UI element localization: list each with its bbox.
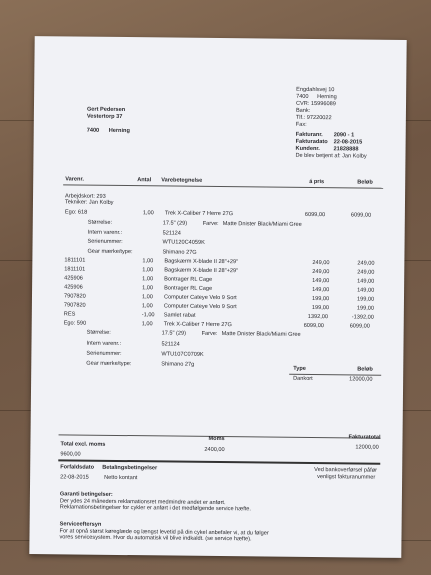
col-betegnelse: Varebetegnelse	[161, 177, 203, 184]
col-antal: Antal	[137, 177, 152, 184]
gear-value: Shimano 27g	[161, 361, 195, 368]
row-belob: 199,00	[356, 305, 375, 312]
row-antal: 1,00	[142, 258, 154, 265]
color-label: Farve:	[202, 220, 219, 228]
invoice-number-label: Fakturanr.	[295, 131, 323, 139]
row-varenr: RES	[63, 311, 76, 318]
total-excl-value: 9600,00	[60, 451, 81, 458]
intern-value: 521124	[162, 230, 181, 237]
technician: Tekniker: Jan Kolby	[64, 199, 114, 206]
customer-number: 21828888	[333, 146, 359, 153]
item-varenr: Ego: 618	[64, 209, 88, 216]
item-belob: 6099,00	[350, 212, 372, 219]
row-belob: 199,00	[356, 296, 375, 303]
row-belob: -1392,00	[351, 314, 374, 321]
intern-label: Intern varenr.:	[86, 340, 122, 347]
row-name: Bontrager RL Cage	[164, 285, 213, 292]
row-name: Computer Cateye Velo 9 Sort	[163, 303, 237, 311]
row-pris: 199,00	[311, 304, 330, 312]
bank-transfer-note-2: venligst fakturanummer	[317, 474, 376, 481]
gear-value: Shimano 27G	[162, 249, 197, 256]
intern-label: Intern varenr.:	[87, 229, 123, 236]
payment-type: Dankort	[293, 375, 313, 382]
row-antal: 1,00	[142, 276, 154, 283]
customer-postal: 7400	[86, 127, 100, 134]
bank-transfer-note: Ved bankoverførsel påfør	[314, 467, 378, 474]
item-pris: 6099,00	[304, 211, 326, 219]
seller-city: Herning	[317, 94, 337, 101]
gear-label: Gear mærke/type:	[87, 248, 133, 256]
payment-amount: 12000,00	[349, 376, 373, 383]
header-rule	[63, 184, 383, 188]
row-pris: 199,00	[311, 295, 330, 303]
warranty-line-2: Reklamationsbetingelser for cykler er anført i det medfølgende service hæfte.	[59, 504, 252, 513]
size-label: Størrelse:	[86, 329, 111, 336]
invoice-number: 2090 - 1	[333, 132, 355, 139]
intern-value: 521124	[161, 341, 180, 348]
row-name: Computer Cateye Velo 9 Sort	[163, 294, 237, 302]
row-belob: 249,00	[357, 260, 375, 267]
invoice-paper	[29, 36, 406, 558]
seller-street: Engdahlsvej 10	[296, 86, 335, 94]
vat-value: 2400,00	[204, 446, 225, 454]
invoice-date: 22-08-2015	[333, 139, 363, 146]
size-value: 17.5" (29)	[161, 330, 187, 337]
col-belob: Beløb	[357, 179, 373, 186]
row-antal: 1,00	[142, 285, 154, 292]
row-antal: 1,00	[141, 303, 153, 310]
item-antal: 1,00	[142, 210, 154, 217]
payment-conditions: Netto kontant	[104, 474, 138, 482]
row-pris: 1392,00	[307, 313, 329, 321]
row-varenr: 425906	[64, 284, 83, 291]
invoice-total-label: Fakturatotal	[348, 434, 381, 441]
row-pris: 149,00	[312, 286, 330, 294]
seller-postal: 7400	[296, 93, 309, 100]
item-varenr: Ego: 590	[63, 320, 87, 327]
customer-city: Herning	[108, 127, 130, 135]
row-pris: 149,00	[312, 277, 330, 285]
item-name: Trek X-Caliber 7 Herre 27G	[164, 210, 234, 218]
vat-label: Moms	[208, 435, 225, 443]
row-varenr: 1811101	[64, 266, 86, 273]
row-name: Bontrager RL Cage	[164, 276, 213, 283]
color-label: Farve:	[201, 330, 218, 337]
serial-label: Serienummer:	[86, 350, 122, 357]
gear-label: Gear mærke/type:	[86, 360, 132, 368]
row-varenr: 7907820	[63, 293, 86, 300]
col-varenr: Varenr.	[65, 176, 84, 183]
row-varenr: 1811101	[64, 257, 86, 264]
item-antal: 1,00	[141, 321, 153, 328]
serial-label: Serienummer:	[87, 238, 123, 245]
row-varenr: 425906	[64, 275, 83, 282]
serial-value: WTU120C4059K	[162, 239, 205, 246]
service-line-1: For at opnå størst køreglæde og længst levetid på din cykel anbefaler vi, at du følger	[59, 528, 269, 537]
invoice-date-label: Fakturadato	[295, 138, 328, 146]
due-date: 22-08-2015	[60, 474, 89, 481]
row-pris: 249,00	[312, 259, 330, 267]
serial-value: WTU107C0709K	[161, 351, 204, 358]
seller-cvr: CVR: 15996089	[295, 100, 336, 108]
row-antal: -1,00	[141, 312, 155, 319]
row-antal: 1,00	[142, 267, 154, 274]
row-belob: 249,00	[357, 269, 375, 276]
row-antal: 1,00	[141, 294, 153, 301]
warranty-title: Garanti betingelser:	[59, 491, 113, 498]
seller-bank: Bank:	[295, 107, 311, 114]
total-excl-label: Total excl. moms	[60, 441, 106, 448]
invoice-total: 12000,00	[355, 444, 379, 451]
service-line-2: vores servicesystem. Hvor du automatisk vil blive indkaldt. (se service hæfte).	[59, 534, 252, 543]
col-pris: á pris	[309, 178, 325, 186]
due-date-label: Forfaldsdato	[60, 464, 95, 471]
seller-phone: Tlf.: 97220022	[295, 114, 332, 122]
work-card-number: Arbejdskort: 293	[65, 193, 106, 200]
size-value: 17.5" (29)	[162, 220, 188, 227]
row-name: Bagskærm X-blade II 28"+29"	[164, 258, 239, 266]
color-value: Matte Dnister Black/Miami Gree	[221, 331, 301, 338]
customer-number-label: Kundenr.	[295, 145, 320, 153]
warranty-line-1: Der ydes 24 måneders reklamationsret medmindre andet er anført.	[59, 498, 226, 507]
served-by: De blev betjent af: Jan Kolby	[295, 152, 367, 160]
row-varenr: 7907820	[63, 302, 86, 309]
seller-fax: Fax:	[295, 121, 307, 128]
size-label: Størrelse:	[87, 219, 113, 226]
row-name: Samlet rabat	[163, 312, 196, 319]
service-title: Serviceeftersyn	[59, 521, 102, 528]
customer-street: Vestertorp 37	[86, 113, 123, 120]
item-name: Trek X-Caliber 7 Herre 27G	[163, 321, 232, 329]
payment-type-label: Type	[293, 365, 306, 372]
row-name: Bagskærm X-blade II 28"+29"	[164, 267, 239, 275]
payment-conditions-label: Betalingsbetingelser	[102, 464, 158, 472]
color-value: Matte Dnister Black/Miami Gree	[222, 221, 302, 228]
item-belob: 6099,00	[349, 323, 370, 330]
payment-amount-label: Beløb	[357, 366, 373, 373]
item-pris: 6099,00	[303, 322, 324, 330]
customer-name: Gert Pedersen	[86, 106, 126, 114]
row-belob: 149,00	[357, 287, 375, 294]
row-belob: 149,00	[357, 278, 375, 285]
row-pris: 249,00	[312, 268, 330, 276]
